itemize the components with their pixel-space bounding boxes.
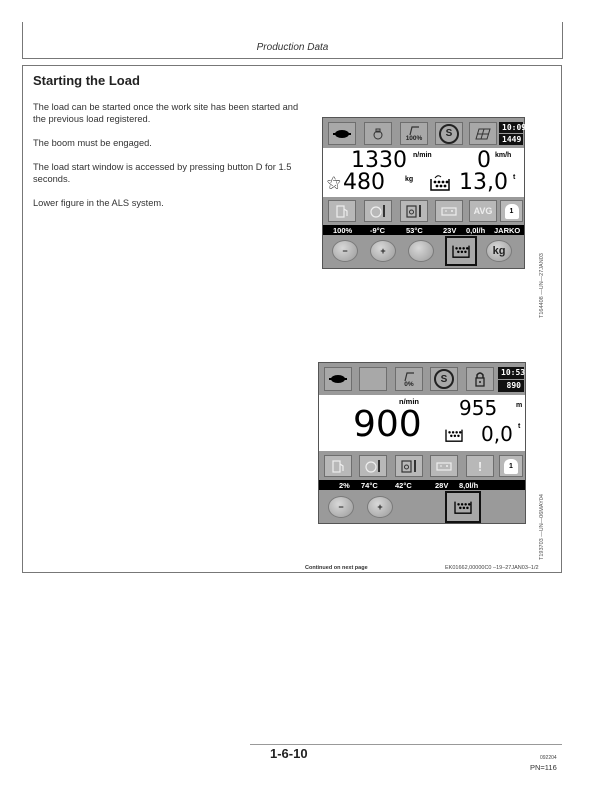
speed-value: 0 — [477, 148, 491, 173]
s-mode-icon — [430, 367, 458, 391]
distance-unit: m — [516, 402, 523, 409]
blank-button[interactable] — [408, 240, 434, 262]
distance-value: 955 — [459, 396, 498, 420]
operator-icon — [500, 200, 523, 222]
header-left-border — [22, 22, 23, 59]
grid-icon — [469, 122, 497, 145]
boom-minus-button[interactable]: − — [328, 496, 354, 518]
header-rule — [22, 58, 563, 59]
rpm-unit: n/min — [399, 397, 419, 406]
date-code: 092204 — [540, 755, 557, 761]
status-hydraulic-temp: 42°C — [395, 480, 412, 490]
status-bar — [323, 225, 524, 235]
load-value: 0,0 — [481, 422, 513, 446]
status-voltage: 28V — [435, 480, 449, 490]
section-title: Production Data — [256, 42, 329, 53]
paragraph-3: The load start window is accessed by pressing button D for 1.5 seconds. — [33, 162, 292, 184]
battery-icon — [435, 200, 463, 222]
page-number: 1-6-10 — [270, 746, 308, 761]
boom-plus-button[interactable]: + — [367, 496, 393, 518]
weight-unit: kg — [405, 176, 414, 183]
status-engine-temp: 74°C — [361, 480, 378, 490]
avg-icon: AVG — [469, 200, 497, 222]
speed-unit: km/h — [495, 152, 512, 159]
battery-icon — [430, 455, 458, 477]
paragraph-2: The boom must be engaged. — [33, 138, 152, 148]
status-engine-temp: -9°C — [370, 225, 386, 235]
kg-button[interactable]: kg — [486, 240, 512, 262]
page-heading: Starting the Load — [33, 73, 140, 88]
boom-percent-label: 0% — [404, 380, 414, 388]
figure2-data-area — [319, 395, 525, 451]
status-hydraulic-temp: 53°C — [406, 225, 423, 235]
boom-minus-button[interactable]: − — [332, 240, 358, 262]
fuel-icon — [328, 200, 356, 222]
lock-icon — [466, 367, 494, 391]
load-unit: t — [513, 174, 516, 181]
s-mode-icon — [435, 122, 463, 145]
status-consumption: 0,0l/h — [466, 225, 486, 235]
turtle-icon — [324, 367, 352, 391]
load-unit: t — [518, 423, 521, 430]
footer-rule — [250, 744, 562, 745]
hydraulic-temp-icon — [395, 455, 423, 477]
figure1-data-area — [323, 148, 524, 197]
figure1-screen — [322, 117, 525, 269]
clock-display: 10:53 — [498, 367, 524, 379]
doc-reference: EK01662,00000C0 –19–27JAN03–1/2 — [445, 565, 539, 571]
paragraph-1: The load can be started once the work site has been started and the previous load registered. — [33, 102, 299, 124]
s-label: S — [434, 369, 454, 389]
load-select-button[interactable] — [445, 236, 477, 266]
rpm-value: 1330 — [351, 148, 407, 173]
load-value: 13,0 — [459, 170, 508, 195]
boom-percent-label: 100% — [405, 135, 423, 142]
rpm-value: 900 — [353, 404, 422, 445]
hydraulic-temp-icon — [400, 200, 428, 222]
operator-number: 1 — [504, 459, 518, 474]
operator-icon — [499, 455, 523, 477]
warning-icon: ! — [466, 455, 494, 477]
paragraph-4: Lower figure in the ALS system. — [33, 198, 164, 208]
status-voltage: 23V — [443, 225, 457, 235]
counter-display: 890 — [498, 380, 524, 392]
load-bunk-icon — [443, 427, 465, 448]
boom-percent-icon — [395, 367, 423, 391]
header-right-border — [562, 22, 563, 59]
continued-note: Continued on next page — [305, 565, 368, 571]
load-bunk-icon — [429, 174, 451, 197]
rpm-unit: n/min — [413, 152, 432, 159]
figure2-screen — [318, 362, 526, 524]
status-fuel: 100% — [333, 225, 353, 235]
grapple-icon: ⚝ — [327, 174, 341, 190]
status-fuel: 2% — [339, 480, 350, 490]
counter-display: 1449 — [499, 134, 523, 145]
engine-temp-icon — [364, 200, 392, 222]
engine-temp-icon — [359, 455, 387, 477]
engine-icon — [364, 122, 392, 145]
s-label: S — [439, 124, 459, 144]
weight-value: 480 — [343, 170, 385, 195]
status-operator: JARKO — [494, 225, 521, 235]
operator-number: 1 — [505, 204, 519, 219]
pn-label: PN=116 — [530, 763, 557, 772]
figure2-code: T193703 —UN—06MAY04 — [539, 494, 545, 560]
fuel-icon — [324, 455, 352, 477]
status-consumption: 8,0l/h — [459, 480, 479, 490]
status-bar — [319, 480, 525, 490]
boom-plus-button[interactable]: + — [370, 240, 396, 262]
clock-display: 10:09 — [499, 122, 523, 133]
load-select-button[interactable] — [445, 491, 481, 523]
figure1-code: T164408 —UN—27JAN03 — [539, 253, 545, 318]
turtle-icon — [328, 122, 356, 145]
boom-percent-icon — [400, 122, 428, 145]
blank-slot — [359, 367, 387, 391]
